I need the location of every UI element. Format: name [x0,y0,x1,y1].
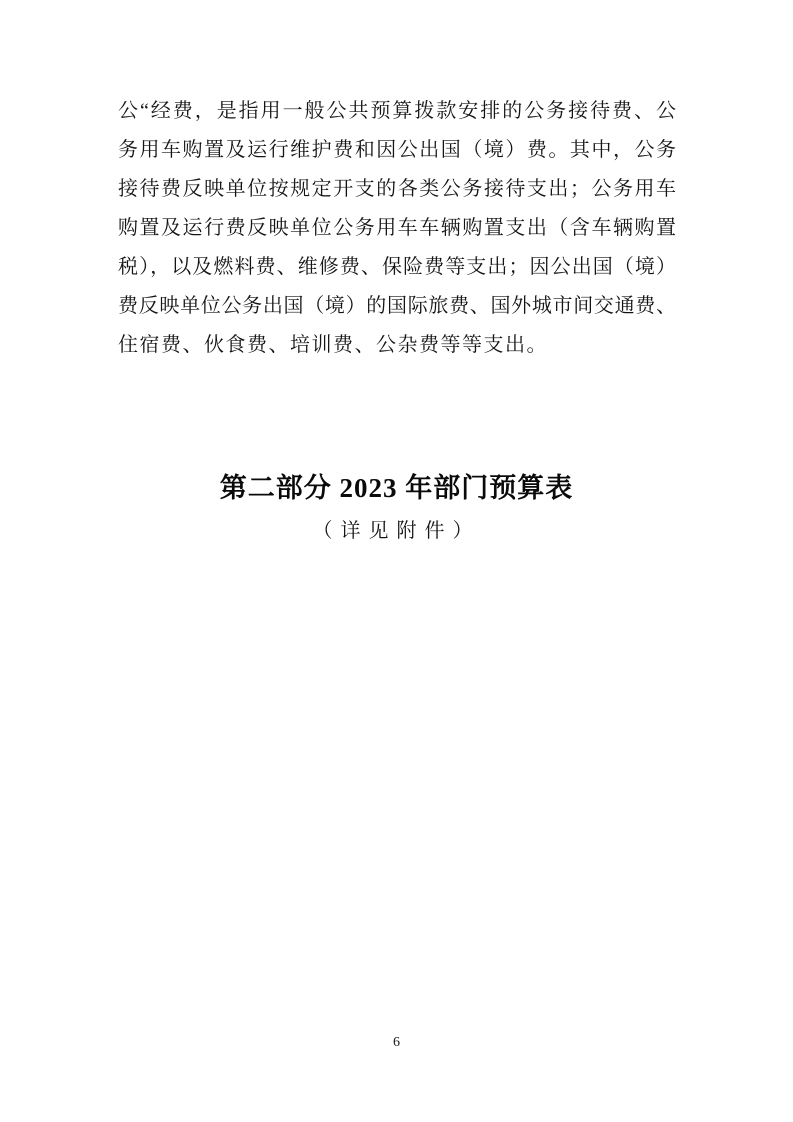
paragraph-sangong-expenses [118,92,676,365]
page-number: 6 [393,1035,400,1050]
section-subtitle: （详见附件） [312,520,481,542]
body-line-1: 公“经费，是指用一般公共预算拨款安排的公务接待费、公 [118,100,676,122]
body-line-6: 费反映单位公务出国（境）的国际旅费、国外城市间交通费、 [118,295,676,317]
section-title: 第二部分 2023 年部门预算表 [219,473,574,503]
body-line-3: 接待费反映单位按规定开支的各类公务接待支出；公务用车 [118,178,676,200]
body-line-5: 税），以及燃料费、维修费、保险费等支出；因公出国（境） [118,256,676,278]
body-line-7: 住宿费、伙食费、培训费、公杂费等等支出。 [118,334,548,356]
body-line-2: 务用车购置及运行维护费和因公出国（境）费。其中，公务 [118,139,676,161]
body-line-4: 购置及运行费反映单位公务用车车辆购置支出（含车辆购置 [118,217,676,239]
